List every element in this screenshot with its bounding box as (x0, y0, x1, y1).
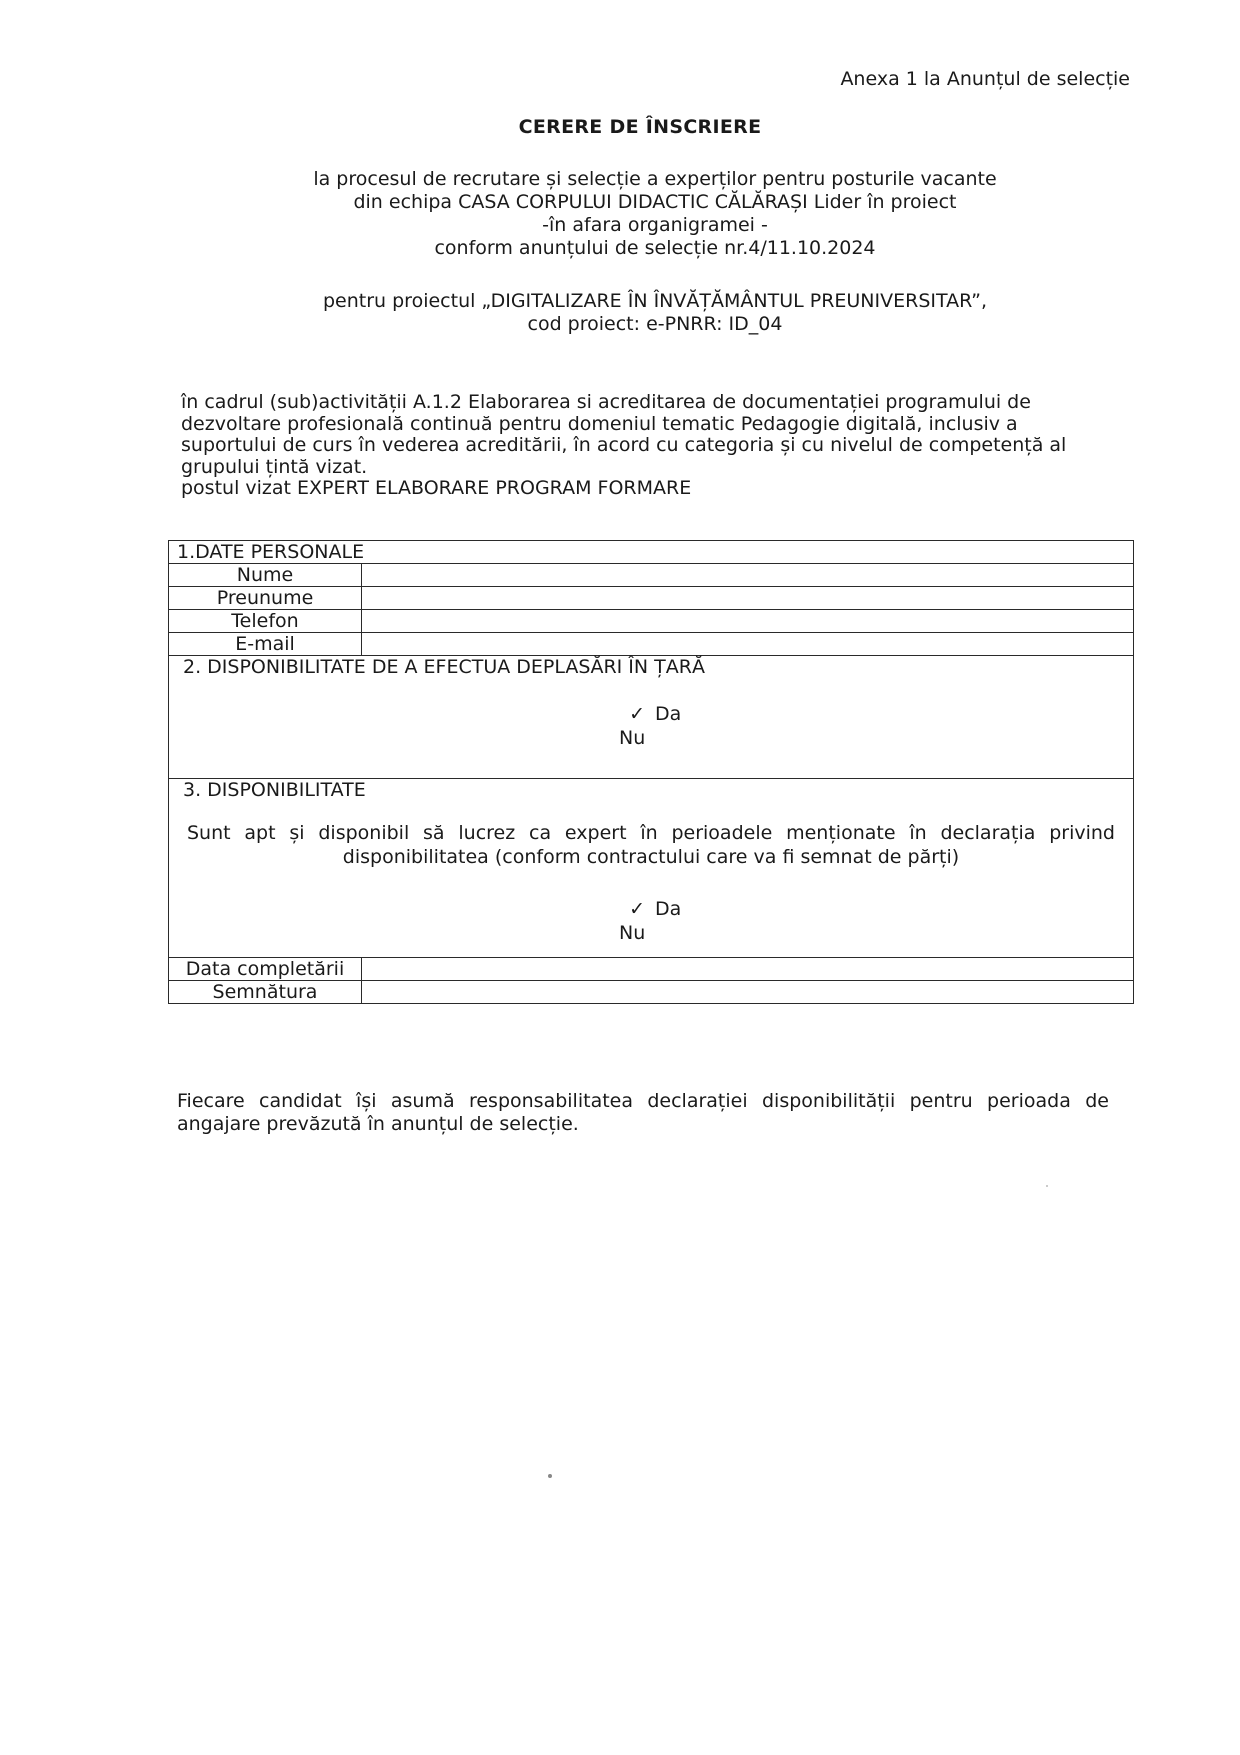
option-yes-label: Da (655, 898, 682, 920)
field-row-telefon (169, 610, 1134, 633)
field-input-nume[interactable] (362, 564, 1134, 587)
option-yes-label: Da (655, 703, 682, 725)
date-label: Data completării (169, 958, 362, 981)
scan-speck (1046, 1185, 1048, 1187)
section2-option-yes[interactable] (177, 702, 1125, 726)
checkmark-icon: ✓ (629, 703, 645, 725)
field-input-telefon[interactable] (362, 610, 1134, 633)
field-row-email (169, 633, 1134, 656)
signature-label: Semnătura (169, 981, 362, 1004)
application-form-table (168, 540, 1134, 1004)
section2-title: 2. DISPONIBILITATE DE A EFECTUA DEPLASĂRI ÎN ȚARĂ (183, 656, 705, 678)
section3-title: 3. DISPONIBILITATE (183, 779, 366, 801)
section2-box (169, 656, 1134, 779)
field-row-signature (169, 981, 1134, 1004)
section3-choices (177, 897, 1125, 945)
document-title: CERERE DE ÎNSCRIERE (518, 116, 762, 138)
section1-header (169, 541, 1134, 564)
activity-text: în cadrul (sub)activității A.1.2 Elaborarea si acreditarea de documentației programului de dezvoltare profesională continuă pentru domeniul tematic Pedagogie digitală, inclusiv a suportului de curs în vederea acreditării, în acord cu categoria și cu nivelul de competență al grupului țintă vizat. (181, 391, 1067, 478)
signature-input[interactable] (362, 981, 1134, 1004)
position-text: postul vizat EXPERT ELABORARE PROGRAM FORMARE (181, 477, 692, 499)
intro-line-2: din echipa CASA CORPULUI DIDACTIC CĂLĂRAȘI Lider în proiect (353, 191, 957, 213)
field-label-telefon: Telefon (169, 610, 362, 633)
section2-option-no[interactable] (177, 726, 1125, 750)
field-label-preunume: Preunume (169, 587, 362, 610)
activity-block (181, 392, 1101, 500)
field-input-preunume[interactable] (362, 587, 1134, 610)
option-no-label: Nu (619, 922, 646, 944)
intro-line-3: -în afara organigramei - (542, 214, 768, 236)
project-block (240, 290, 1070, 336)
field-input-email[interactable] (362, 633, 1134, 656)
section2-body (177, 678, 1125, 778)
section1-title: 1.DATE PERSONALE (177, 541, 365, 563)
section3-box (169, 779, 1134, 958)
project-line-1: pentru proiectul „DIGITALIZARE ÎN ÎNVĂȚĂMÂNTUL PREUNIVERSITAR”, (322, 290, 987, 312)
footer-note: Fiecare candidat își asumă responsabilitatea declarației disponibilității pentru perioada de angajare prevăzută în anunțul de selecție. (177, 1090, 1109, 1135)
scan-speck (548, 1474, 552, 1478)
option-no-label: Nu (619, 727, 646, 749)
section3-option-no[interactable] (177, 921, 1125, 945)
section3-statement: Sunt apt și disponibil să lucrez ca expert în perioadele menționate în declarația privind disponibilitatea (conform contractului care va fi semnat de părți) (187, 822, 1115, 868)
annex-label: Anexa 1 la Anunțul de selecție (840, 68, 1130, 90)
intro-line-4: conform anunțului de selecție nr.4/11.10.2024 (434, 237, 876, 259)
field-label-email: E-mail (169, 633, 362, 656)
project-line-2: cod proiect: e-PNRR: ID_04 (527, 313, 783, 335)
field-label-nume: Nume (169, 564, 362, 587)
field-row-preunume (169, 587, 1134, 610)
field-row-date (169, 958, 1134, 981)
intro-line-1: la procesul de recrutare și selecție a experților pentru posturile vacante (313, 168, 997, 190)
section3-body (177, 779, 1125, 957)
checkmark-icon: ✓ (629, 898, 645, 920)
field-row-nume (169, 564, 1134, 587)
section3-option-yes[interactable] (177, 897, 1125, 921)
date-input[interactable] (362, 958, 1134, 981)
intro-block (240, 168, 1070, 260)
